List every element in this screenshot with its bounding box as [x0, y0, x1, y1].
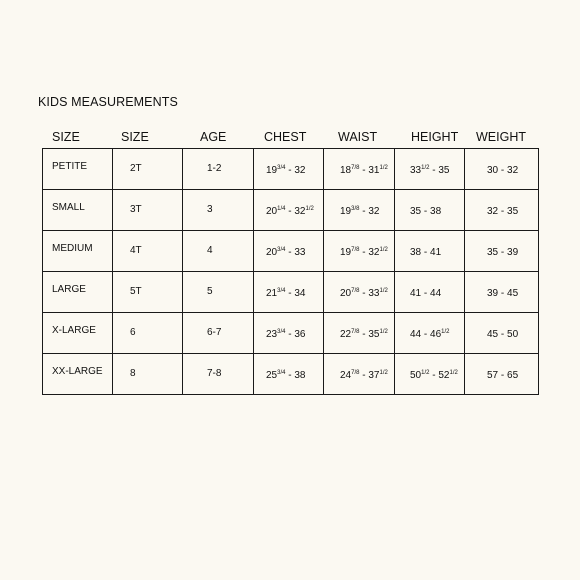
height-cell-max: 35: [438, 165, 450, 176]
chest-cell-min-fraction: 3/4: [277, 165, 286, 171]
height-cell-min: 50: [410, 370, 422, 381]
size-code-cell: [113, 190, 183, 231]
waist-cell-value: $19^{7/8} - 32^{1/2}$: [340, 247, 388, 258]
age-cell-value: 5: [207, 286, 213, 297]
size-name-cell-value: LARGE: [52, 284, 86, 295]
height-cell-value: $33^{1/2} - 35$: [410, 165, 450, 176]
size-code-cell: [113, 354, 183, 395]
waist-cell-max-fraction: 1/2: [379, 329, 388, 335]
chest-cell-max: 34: [294, 288, 306, 299]
age-cell: [183, 272, 254, 313]
height-cell-value: $44 - 46^{1/2}$: [410, 329, 450, 340]
size-code-cell: [113, 313, 183, 354]
waist-cell: [324, 354, 395, 395]
waist-cell: [324, 149, 395, 190]
chest-cell-value: $20^{3/4} - 33$: [266, 247, 306, 258]
chest-cell: [254, 354, 324, 395]
chest-cell-value: $23^{3/4} - 36$: [266, 329, 306, 340]
weight-cell: [465, 231, 539, 272]
size-name-cell-value: X-LARGE: [52, 325, 96, 336]
height-cell-max: 44: [430, 288, 442, 299]
size-code-cell-value: 5T: [130, 286, 142, 297]
size-name-cell: [43, 231, 113, 272]
weight-cell: [465, 354, 539, 395]
waist-cell-max: 31: [368, 165, 380, 176]
table-row: [43, 231, 539, 272]
age-cell: [183, 354, 254, 395]
waist-cell-value: $18^{7/8} - 31^{1/2}$: [340, 165, 388, 176]
table-row: [43, 190, 539, 231]
chest-cell-value: $25^{3/4} - 38$: [266, 370, 306, 381]
chest-cell-min: 21: [266, 288, 278, 299]
waist-cell-value: $24^{7/8} - 37^{1/2}$: [340, 370, 388, 381]
chest-cell-max-fraction: 1/2: [305, 206, 314, 212]
chest-cell-max: 36: [294, 329, 306, 340]
size-code-cell: [113, 272, 183, 313]
height-cell-max-fraction: 1/2: [441, 329, 450, 335]
waist-cell-min: 24: [340, 370, 352, 381]
chest-cell-min: 23: [266, 329, 278, 340]
waist-cell-max: 37: [368, 370, 380, 381]
size-name-cell-value: PETITE: [52, 161, 88, 172]
waist-cell-max-fraction: 1/2: [379, 288, 388, 294]
size-name-cell: [43, 354, 113, 395]
size-code-cell-value: 6: [130, 327, 136, 338]
chest-cell-min: 20: [266, 206, 278, 217]
size-code-cell: [113, 231, 183, 272]
chest-cell-value: $19^{3/4} - 32$: [266, 165, 306, 176]
weight-cell: [465, 313, 539, 354]
chest-cell-min: 20: [266, 247, 278, 258]
table-row: [43, 354, 539, 395]
waist-cell-value: $20^{7/8} - 33^{1/2}$: [340, 288, 388, 299]
size-name-cell: [43, 149, 113, 190]
size-name-cell: [43, 190, 113, 231]
height-cell: [395, 354, 465, 395]
chest-cell-min: 19: [266, 165, 278, 176]
height-cell-min: 38: [410, 247, 422, 258]
waist-cell: [324, 190, 395, 231]
waist-cell-max: 32: [368, 247, 380, 258]
height-cell-value: 41 - 44: [410, 288, 442, 299]
chest-cell-max: 32: [294, 165, 306, 176]
table-header-row: [0, 130, 580, 146]
size-code-cell: [113, 149, 183, 190]
chest-cell: [254, 231, 324, 272]
size-code-cell-value: 4T: [130, 245, 142, 256]
chest-cell-max: 33: [294, 247, 306, 258]
column-header-chest: CHEST: [264, 130, 307, 144]
waist-cell-max: 32: [368, 206, 380, 217]
age-cell-value: 6-7: [207, 327, 222, 338]
age-cell-value: 1-2: [207, 163, 222, 174]
height-cell-min: 41: [410, 288, 422, 299]
height-cell-min-fraction: 1/2: [421, 370, 430, 376]
weight-cell-value: 57 - 65: [487, 370, 519, 381]
waist-cell-value: $19^{3/8} - 32$: [340, 206, 380, 217]
size-code-cell-value: 2T: [130, 163, 142, 174]
height-cell: [395, 190, 465, 231]
chest-cell-min-fraction: 3/4: [277, 329, 286, 335]
waist-cell-min-fraction: 7/8: [351, 329, 360, 335]
height-cell: [395, 272, 465, 313]
measurements-table: [42, 148, 539, 395]
waist-cell-max: 33: [368, 288, 380, 299]
size-code-cell-value: 8: [130, 368, 136, 379]
height-cell-value: 35 - 38: [410, 206, 442, 217]
waist-cell: [324, 231, 395, 272]
chest-cell-min: 25: [266, 370, 278, 381]
waist-cell-max-fraction: 1/2: [379, 247, 388, 253]
weight-cell-value: 32 - 35: [487, 206, 519, 217]
weight-cell-value: 45 - 50: [487, 329, 519, 340]
weight-cell-value: 30 - 32: [487, 165, 519, 176]
column-header-size-code: SIZE: [121, 130, 149, 144]
column-header-weight: WEIGHT: [476, 130, 526, 144]
waist-cell: [324, 272, 395, 313]
age-cell: [183, 231, 254, 272]
height-cell: [395, 149, 465, 190]
size-name-cell: [43, 313, 113, 354]
waist-cell-min-fraction: 7/8: [351, 288, 360, 294]
chest-cell-max: 38: [294, 370, 306, 381]
size-name-cell-value: MEDIUM: [52, 243, 93, 254]
height-cell-value: 38 - 41: [410, 247, 442, 258]
age-cell: [183, 313, 254, 354]
column-header-age: AGE: [200, 130, 227, 144]
age-cell: [183, 149, 254, 190]
height-cell-max-fraction: 1/2: [449, 370, 458, 376]
chest-cell-min-fraction: 1/4: [277, 206, 286, 212]
weight-cell: [465, 149, 539, 190]
waist-cell-value: $22^{7/8} - 35^{1/2}$: [340, 329, 388, 340]
waist-cell-min-fraction: 7/8: [351, 247, 360, 253]
size-name-cell-value: XX-LARGE: [52, 366, 103, 377]
height-cell-min: 33: [410, 165, 422, 176]
chest-cell: [254, 272, 324, 313]
size-code-cell-value: 3T: [130, 204, 142, 215]
height-cell-max: 46: [430, 329, 442, 340]
chest-cell-value: $20^{1/4} - 32^{1/2}$: [266, 206, 314, 217]
waist-cell-min: 22: [340, 329, 352, 340]
age-cell: [183, 190, 254, 231]
table-row: [43, 149, 539, 190]
column-header-waist: WAIST: [338, 130, 378, 144]
waist-cell-min-fraction: 7/8: [351, 165, 360, 171]
height-cell-max: 41: [430, 247, 442, 258]
chest-cell-max: 32: [294, 206, 306, 217]
height-cell-value: $50^{1/2} - 52^{1/2}$: [410, 370, 458, 381]
waist-cell-min: 19: [340, 247, 352, 258]
weight-cell-value: 35 - 39: [487, 247, 519, 258]
column-header-height: HEIGHT: [411, 130, 459, 144]
age-cell-value: 3: [207, 204, 213, 215]
table-row: [43, 272, 539, 313]
height-cell: [395, 313, 465, 354]
height-cell-max: 38: [430, 206, 442, 217]
chest-cell: [254, 313, 324, 354]
chest-cell-min-fraction: 3/4: [277, 247, 286, 253]
size-name-cell: [43, 272, 113, 313]
waist-cell-max-fraction: 1/2: [379, 370, 388, 376]
height-cell-max: 52: [438, 370, 450, 381]
waist-cell-min: 19: [340, 206, 352, 217]
age-cell-value: 4: [207, 245, 213, 256]
height-cell: [395, 231, 465, 272]
column-header-size-name: SIZE: [52, 130, 80, 144]
chest-cell-value: $21^{3/4} - 34$: [266, 288, 306, 299]
height-cell-min: 44: [410, 329, 422, 340]
size-name-cell-value: SMALL: [52, 202, 85, 213]
age-cell-value: 7-8: [207, 368, 222, 379]
waist-cell: [324, 313, 395, 354]
chest-cell-min-fraction: 3/4: [277, 288, 286, 294]
waist-cell-min-fraction: 7/8: [351, 370, 360, 376]
table-row: [43, 313, 539, 354]
height-cell-min: 35: [410, 206, 422, 217]
chest-cell: [254, 190, 324, 231]
chest-cell-min-fraction: 3/4: [277, 370, 286, 376]
waist-cell-max: 35: [368, 329, 380, 340]
weight-cell: [465, 272, 539, 313]
waist-cell-min-fraction: 3/8: [351, 206, 360, 212]
chest-cell: [254, 149, 324, 190]
weight-cell-value: 39 - 45: [487, 288, 519, 299]
page-title: KIDS MEASUREMENTS: [38, 95, 178, 109]
height-cell-min-fraction: 1/2: [421, 165, 430, 171]
waist-cell-max-fraction: 1/2: [379, 165, 388, 171]
waist-cell-min: 18: [340, 165, 352, 176]
waist-cell-min: 20: [340, 288, 352, 299]
weight-cell: [465, 190, 539, 231]
